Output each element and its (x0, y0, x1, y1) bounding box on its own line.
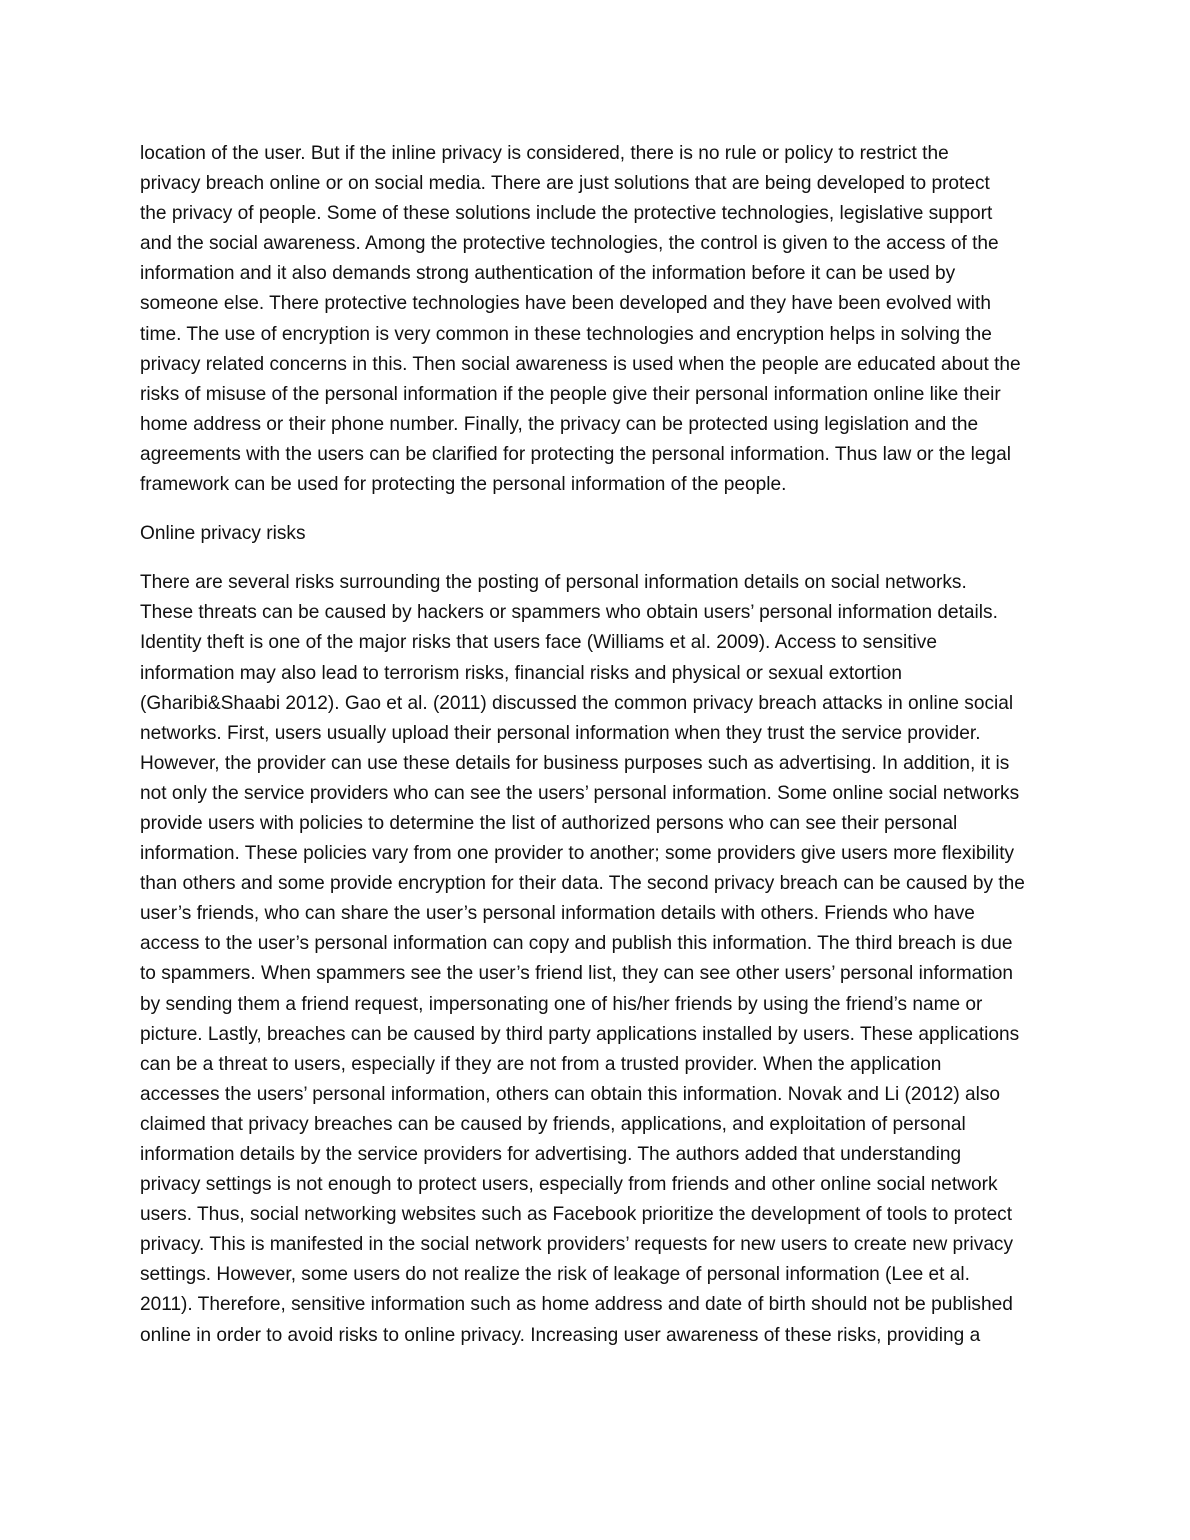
paragraph-gap (140, 500, 1052, 519)
text-line: someone else. There protective technologies have been developed and they have been evolved with (140, 293, 991, 315)
text-line: location of the user. But if the inline privacy is considered, there is no rule or policy to restrict the (140, 143, 949, 164)
text-line: and the social awareness. Among the protective technologies, the control is given to the access of the (140, 233, 999, 255)
text-line: not only the service providers who can see the users’ personal information. Some online social networks (140, 782, 1020, 804)
text-line: privacy settings is not enough to protect users, especially from friends and other online social network (140, 1174, 998, 1196)
text-line: risks of misuse of the personal information if the people give their personal information online like their (140, 383, 1001, 405)
text-line: to spammers. When spammers see the user’s friend list, they can see other users’ personal information (140, 963, 1014, 985)
text-line: privacy related concerns in this. Then social awareness is used when the people are educated about the (140, 353, 1021, 375)
text-line: These threats can be caused by hackers or spammers who obtain users’ personal information details. (140, 602, 998, 624)
section-heading: Online privacy risks (140, 523, 306, 545)
text-line: access to the user’s personal information can copy and publish this information. The third breach is due (140, 933, 1013, 955)
document-body (140, 139, 1052, 1351)
text-line: privacy breach online or on social media. There are just solutions that are being developed to protect (140, 173, 990, 195)
text-line: networks. First, users usually upload their personal information when they trust the service provider. (140, 722, 981, 744)
text-line: information details by the service providers for advertising. The authors added that understanding (140, 1144, 962, 1165)
text-line: user’s friends, who can share the user’s personal information details with others. Friends who have (140, 903, 975, 925)
text-line: online in order to avoid risks to online privacy. Increasing user awareness of these risks, providing a (140, 1324, 981, 1346)
text-line: the privacy of people. Some of these solutions include the protective technologies, legislative support (140, 203, 993, 225)
text-line: There are several risks surrounding the posting of personal information details on social networks. (140, 572, 967, 594)
text-line: users. Thus, social networking websites such as Facebook prioritize the development of tools to protect (140, 1204, 1013, 1226)
text-line: claimed that privacy breaches can be caused by friends, applications, and exploitation of personal (140, 1113, 966, 1135)
text-line: provide users with policies to determine the list of authorized persons who can see their personal (140, 812, 958, 834)
text-line: than others and some provide encryption for their data. The second privacy breach can be caused by the (140, 873, 1025, 895)
text-line: picture. Lastly, breaches can be caused by third party applications installed by users. These applications (140, 1023, 1020, 1045)
text-line: (Gharibi&Shaabi 2012). Gao et al. (2011) discussed the common privacy breach attacks in online social (140, 692, 1014, 714)
text-line: privacy. This is manifested in the social network providers’ requests for new users to create new privacy (140, 1234, 1014, 1256)
text-line: agreements with the users can be clarified for protecting the personal information. Thus law or the legal (140, 443, 1012, 465)
paragraph-gap (140, 549, 1052, 568)
text-line: However, the provider can use these details for business purposes such as advertising. In addition, it is (140, 752, 1010, 774)
paragraph-1 (140, 139, 1052, 500)
text-line: can be a threat to users, especially if they are not from a trusted provider. When the application (140, 1053, 942, 1075)
text-line: home address or their phone number. Finally, the privacy can be protected using legislation and the (140, 413, 979, 435)
text-line: settings. However, some users do not realize the risk of leakage of personal information (Lee et al. (140, 1264, 970, 1286)
text-line: Identity theft is one of the major risks that users face (Williams et al. 2009). Access to sensitive (140, 632, 937, 654)
text-line: by sending them a friend request, impersonating one of his/her friends by using the friend’s name or (140, 993, 983, 1015)
text-line: 2011). Therefore, sensitive information such as home address and date of birth should not be published (140, 1294, 1013, 1316)
text-line: information. These policies vary from one provider to another; some providers give users more flexibility (140, 843, 1015, 865)
text-line: time. The use of encryption is very common in these technologies and encryption helps in solving the (140, 323, 992, 345)
text-line: accesses the users’ personal information, others can obtain this information. Novak and Li (2012) also (140, 1083, 1001, 1105)
text-line: information may also lead to terrorism risks, financial risks and physical or sexual extortion (140, 662, 902, 684)
text-line: framework can be used for protecting the personal information of the people. (140, 474, 787, 496)
text-line: information and it also demands strong authentication of the information before it can be used by (140, 263, 956, 285)
paragraph-2 (140, 568, 1052, 1350)
